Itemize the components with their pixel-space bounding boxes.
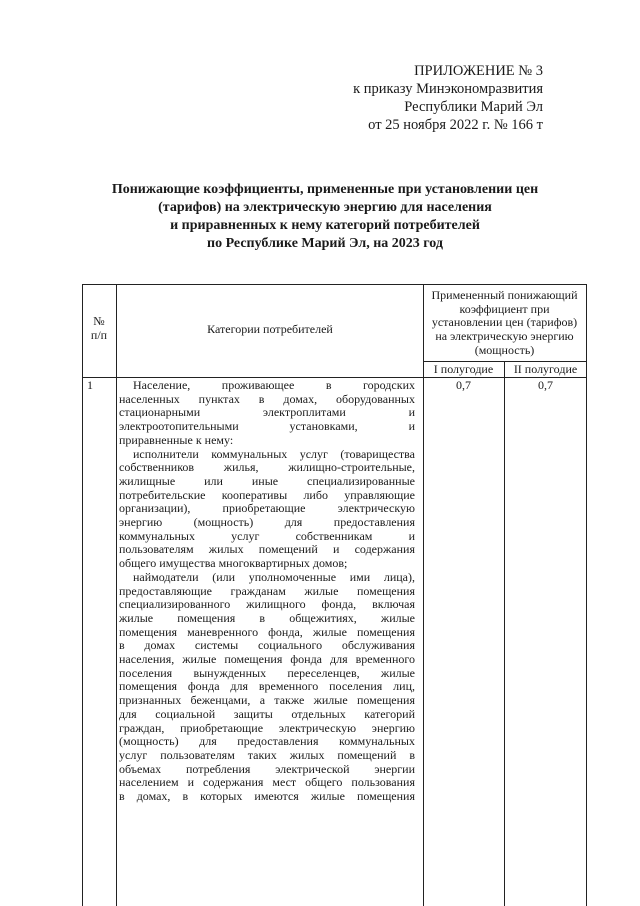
text-line: в домах системы социального обслуживания <box>119 638 415 653</box>
header-coef-line-1: Примененный понижающий <box>431 288 578 302</box>
text-line: жилые помещения в общежитиях, жилые <box>119 610 415 625</box>
text-line: специализированного жилищного фонда, включая <box>119 597 415 612</box>
text-line: Население, проживающее в городских <box>133 378 415 392</box>
document-title <box>60 181 590 253</box>
text-line: (мощность) для предоставления коммунальных <box>119 734 415 749</box>
text-line: объемах потребления электрической энергии <box>119 761 415 776</box>
text-line: пользователям жилых помещений и содержания <box>119 542 415 557</box>
text-line: населения, жилые помещения фонда для временного <box>119 652 415 667</box>
text-line: стационарными электроплитами и <box>119 405 415 420</box>
text-line: собственников жилья, жилищно-строительные, <box>119 460 415 475</box>
title-line-4: по Республике Марий Эл, на 2023 год <box>207 236 443 251</box>
row-1-number: 1 <box>87 378 93 392</box>
row-1-coef-half-2: 0,7 <box>538 378 553 392</box>
text-line: наймодатели (или уполномоченные ими лица), <box>133 569 415 584</box>
col-divider-num <box>116 285 117 906</box>
text-line: помещения маневренного фонда, жилые помещения <box>119 624 415 639</box>
text-line: населением и содержания мест общего пользования <box>119 775 415 790</box>
text-line: жилищные или иные специализированные <box>119 473 415 488</box>
text-line: признанных беженцами, а также жилые помещения <box>119 693 415 708</box>
text-line: предоставляющие гражданам жилые помещения <box>119 583 415 598</box>
header-coefficient <box>423 289 586 358</box>
text-line: населенных пунктах в домах, оборудованных <box>119 391 415 406</box>
title-line-2: (тарифов) на электрическую энергию для населения <box>158 200 492 215</box>
text-line: приравненные к нему: <box>119 432 234 447</box>
text-line: коммунальных услуг собственникам и <box>119 528 415 543</box>
row-1-coef-half-1: 0,7 <box>456 378 471 392</box>
coefficients-table <box>82 284 587 906</box>
header-num <box>83 315 115 342</box>
col-divider-half <box>504 361 505 906</box>
header-num-label: п/п <box>90 327 108 342</box>
text-line: общего имущества многоквартирных домов; <box>119 556 348 571</box>
text-line: исполнители коммунальных услуг (товарищества <box>133 446 415 461</box>
text-line: граждан, приобретающие электрическую энергию <box>119 720 415 735</box>
text-line: для социальной защиты отдельных категорий <box>119 706 415 721</box>
text-line: в домах, в которых имеются жилые помещения <box>119 789 415 804</box>
header-coef-line-5: (мощность) <box>474 342 535 357</box>
text-line: услуг пользователям таких жилых помещений в <box>119 747 415 762</box>
header-coef-line-2: коэффициент при <box>459 301 550 316</box>
title-line-3: и приравненных к нему категорий потребителей <box>170 218 480 233</box>
text-line: энергию (мощность) для предоставления <box>119 515 415 530</box>
header-coef-line-4: на электрическую энергию <box>435 329 574 344</box>
title-line-1: Понижающие коэффициенты, примененные при установлении цен <box>111 182 539 197</box>
header-coef-line-3: установлении цен (тарифов) <box>431 315 578 330</box>
text-line: поселения вынужденных переселенцев, жилые <box>119 665 415 680</box>
header-half-1: I полугодие <box>433 362 494 376</box>
row-1-category-text <box>119 379 415 804</box>
header-num-symbol: № <box>93 314 105 328</box>
text-line: потребительские кооперативы либо управляющие <box>119 487 415 502</box>
text-line: организации), приобретающие электрическую <box>119 501 415 516</box>
text-line: помещения фонда для временного поселения лиц, <box>119 679 415 694</box>
text-line: электроотопительными установками, и <box>119 419 415 434</box>
appendix-header <box>353 62 543 134</box>
appendix-number: ПРИЛОЖЕНИЕ № 3 <box>414 63 543 79</box>
appendix-republic: Республики Марий Эл <box>404 99 543 115</box>
header-half-2: II полугодие <box>513 362 578 376</box>
appendix-date: от 25 ноября 2022 г. № 166 т <box>368 117 543 133</box>
appendix-order-ref: к приказу Минэкономразвития <box>353 81 543 97</box>
header-category: Категории потребителей <box>207 322 333 336</box>
